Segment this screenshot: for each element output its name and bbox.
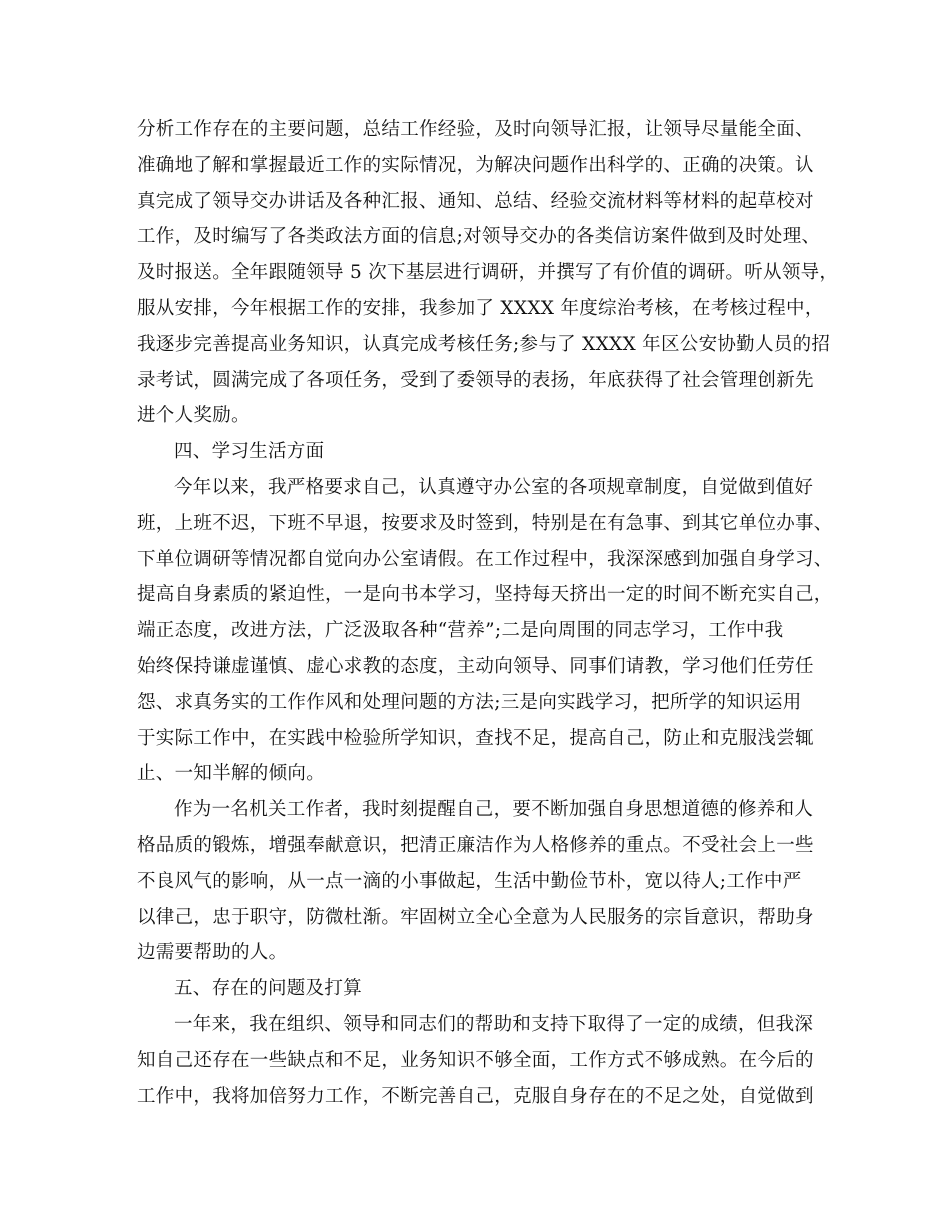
text-line: 今年以来，我严格要求自己，认真遵守办公室的各项规章制度，自觉做到值好: [174, 476, 814, 498]
text-line: 工作中，我将加倍努力工作，不断完善自己，克服自身存在的不足之处，自觉做到: [137, 1085, 814, 1107]
text-line: 班，上班不迟，下班不早退，按要求及时签到，特别是在有急事、到其它单位办事、: [137, 512, 833, 534]
text-line: 我逐步完善提高业务知识，认真完成考核任务;参与了 XXXX 年区公安协勤人员的招: [137, 333, 831, 355]
text-line: 分析工作存在的主要问题，总结工作经验，及时向领导汇报，让领导尽量能全面、: [137, 119, 814, 140]
text-line: 准确地了解和掌握最近工作的实际情况，为解决问题作出科学的、正确的决策。认: [137, 154, 814, 176]
text-line: 真完成了领导交办讲话及各种汇报、通知、总结、经验交流材料等材料的起草校对: [137, 190, 814, 212]
heading-text: 四、学习生活方面: [174, 441, 325, 463]
text-line: 服从安排，今年根据工作的安排，我参加了 XXXX 年度综治考核，在考核过程中，: [137, 297, 824, 319]
text-line: 及时报送。全年跟随领导 5 次下基层进行调研，并撰写了有价值的调研。听从领导，: [137, 262, 839, 284]
text-line: 始终保持谦虚谨慎、虚心求教的态度，主动向领导、同事们请教，学习他们任劳任: [137, 655, 814, 677]
body-paragraph: [137, 1007, 821, 1114]
text-line: 格品质的锻炼，增强奉献意识，把清正廉洁作为人格修养的重点。不受社会上一些: [137, 834, 814, 856]
section-heading: [137, 434, 821, 470]
text-line: 下单位调研等情况都自觉向办公室请假。在工作过程中，我深深感到加强自身学习、: [137, 548, 833, 570]
text-line: 提高自身素质的紧迫性，一是向书本学习，坚持每天挤出一定的时间不断充实自己，: [137, 584, 833, 606]
text-line: 作为一名机关工作者，我时刻提醒自己，要不断加强自身思想道德的修养和人: [174, 799, 814, 821]
document-body: [137, 112, 839, 1114]
body-paragraph: [137, 470, 833, 792]
text-line: 录考试，圆满完成了各项任务，受到了委领导的表扬，年底获得了社会管理创新先: [137, 369, 814, 391]
heading-text: 五、存在的问题及打算: [174, 978, 363, 1000]
text-line: 端正态度，改进方法，广泛汲取各种“营养”;二是向周围的同志学习，工作中我: [137, 620, 784, 642]
text-line: 不良风气的影响，从一点一滴的小事做起，生活中勤俭节朴，宽以待人;工作中严: [137, 870, 802, 892]
section-heading: [137, 971, 821, 1007]
text-line: 以律己，忠于职守，防微杜渐。牢固树立全心全意为人民服务的宗旨意识，帮助身: [137, 906, 814, 928]
body-paragraph: [137, 112, 839, 434]
text-line: 边需要帮助的人。: [137, 942, 288, 964]
text-line: 知自己还存在一些缺点和不足，业务知识不够全面，工作方式不够成熟。在今后的: [137, 1049, 814, 1071]
text-line: 怨、求真务实的工作作风和处理问题的方法;三是向实践学习，把所学的知识运用: [137, 691, 802, 713]
text-line: 一年来，我在组织、领导和同志们的帮助和支持下取得了一定的成绩，但我深: [174, 1013, 814, 1035]
text-line: 工作，及时编写了各类政法方面的信息;对领导交办的各类信访案件做到及时处理、: [137, 226, 821, 248]
text-line: 进个人奖励。: [137, 405, 250, 427]
body-paragraph: [137, 792, 821, 971]
text-line: 于实际工作中，在实践中检验所学知识，查找不足，提高自己，防止和克服浅尝辄: [137, 727, 814, 749]
text-line: 止、一知半解的倾向。: [137, 763, 326, 785]
